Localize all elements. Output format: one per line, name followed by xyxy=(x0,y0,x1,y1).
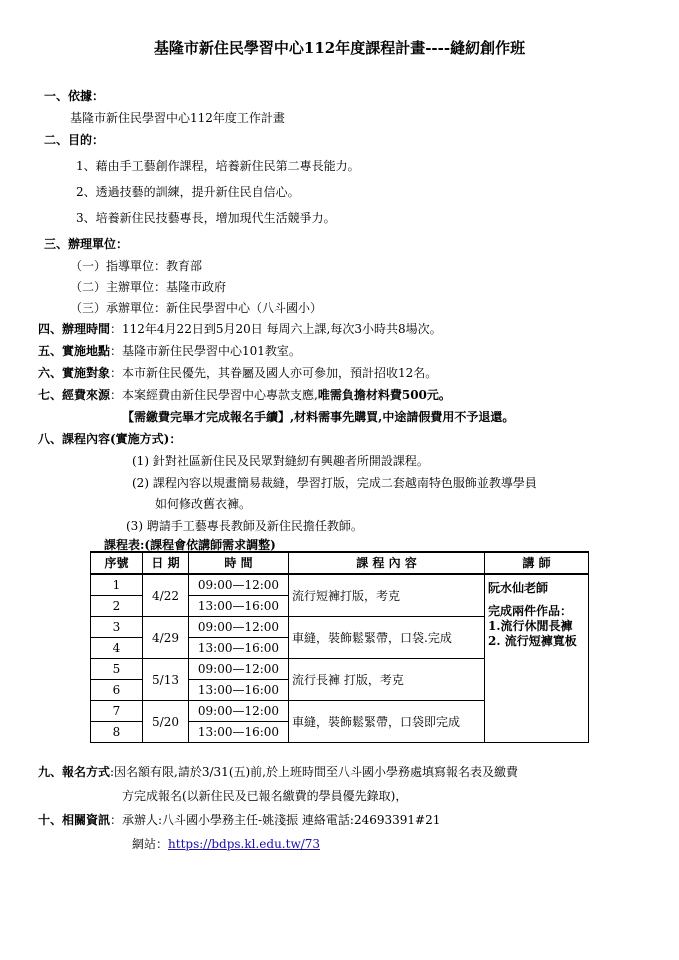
row-content: 流行長褲 打版，考克 xyxy=(289,659,485,701)
teacher-name: 阮水仙老師 xyxy=(488,581,549,595)
section-3-item: （二）主辦單位：基隆市政府 xyxy=(70,280,227,294)
section-4 xyxy=(38,321,442,337)
website-line xyxy=(132,836,320,852)
section-10-label: 十、相關資訊 xyxy=(38,813,111,827)
section-9-text2: 方完成報名(以新住民及已報名繳費的學員優先錄取)， xyxy=(122,789,408,803)
row-no: 8 xyxy=(91,722,143,743)
table-row xyxy=(91,574,589,596)
section-7 xyxy=(38,387,451,403)
section-3-item: （一）指導單位：教育部 xyxy=(70,259,203,273)
row-no: 1 xyxy=(91,574,143,596)
section-4-label: 四、辦理時間 xyxy=(38,322,111,336)
section-10-text: ：承辦人:八斗國小學務主任-姚淺振 連絡電話:24693391#21 xyxy=(110,813,441,827)
row-time: 13:00—16:00 xyxy=(189,596,289,617)
header-date: 日 期 xyxy=(143,552,189,574)
row-time: 13:00—16:00 xyxy=(189,638,289,659)
section-7-bold-text: 唯需負擔材料費500元。 xyxy=(317,388,451,402)
row-time: 09:00—12:00 xyxy=(189,701,289,722)
row-no: 6 xyxy=(91,680,143,701)
section-2-item: 1、藉由手工藝創作課程，培養新住民第二專長能力。 xyxy=(76,159,360,173)
section-7-label: 七、經費來源 xyxy=(38,388,111,402)
section-5-text: ：基隆市新住民學習中心101教室。 xyxy=(110,344,301,358)
website-label: 網站： xyxy=(132,837,169,851)
section-3-item: （三）承辦單位：新住民學習中心（八斗國小） xyxy=(70,301,323,315)
header-content: 課 程 內 容 xyxy=(289,552,485,574)
header-time: 時 間 xyxy=(189,552,289,574)
page-title: 基隆市新住民學習中心112年度課程計畫----縫紉創作班 xyxy=(153,39,526,57)
row-date: 5/13 xyxy=(143,659,189,701)
teacher-work-item: 1.流行休閒長褲 xyxy=(488,619,573,633)
row-time: 09:00—12:00 xyxy=(189,659,289,680)
section-10 xyxy=(38,812,440,828)
schedule-table xyxy=(90,551,589,743)
section-8-item: (1) 針對社區新住民及民眾對縫紉有興趣者所開設課程。 xyxy=(132,454,429,468)
section-7-note: 【需繳費完畢才完成報名手續】,材料需事先購買,中途請假費用不予退還。 xyxy=(122,410,515,424)
section-2-label: 二、目的： xyxy=(44,133,105,147)
header-teacher: 講 師 xyxy=(485,552,589,574)
schedule-caption: 課程表:(課程會依講師需求調整) xyxy=(104,538,276,552)
row-time: 09:00—12:00 xyxy=(189,574,289,596)
section-6 xyxy=(38,365,437,381)
section-2-item: 2、透過技藝的訓練，提升新住民自信心。 xyxy=(76,185,300,199)
teacher-work-item: 2. 流行短褲寬板 xyxy=(488,634,577,648)
row-content: 車縫，裝飾鬆緊帶，口袋.完成 xyxy=(289,617,485,659)
teacher-works-label: 完成兩件作品： xyxy=(488,604,573,618)
row-no: 5 xyxy=(91,659,143,680)
row-time: 09:00—12:00 xyxy=(189,617,289,638)
table-header-row xyxy=(91,552,589,574)
teacher-cell xyxy=(485,574,589,743)
section-8-item: (2) 課程內容以規畫簡易裁縫，學習打版，完成二套越南特色服飾並教導學員 xyxy=(132,476,537,490)
row-no: 2 xyxy=(91,596,143,617)
row-content: 流行短褲打版，考克 xyxy=(289,574,485,617)
row-no: 3 xyxy=(91,617,143,638)
row-no: 4 xyxy=(91,638,143,659)
website-link[interactable]: https://bdps.kl.edu.tw/73 xyxy=(168,837,321,851)
section-3-label: 三、辦理單位： xyxy=(44,237,129,251)
row-date: 4/29 xyxy=(143,617,189,659)
row-date: 5/20 xyxy=(143,701,189,743)
section-6-text: ：本市新住民優先，其眷屬及國人亦可參加，預計招收12名。 xyxy=(110,366,438,380)
section-8-item: 如何修改舊衣褲。 xyxy=(155,497,252,511)
section-5-label: 五、實施地點 xyxy=(38,344,111,358)
row-content: 車縫，裝飾鬆緊帶，口袋即完成 xyxy=(289,701,485,743)
section-6-label: 六、實施對象 xyxy=(38,366,111,380)
section-7-text: ：本案經費由新住民學習中心專款支應, xyxy=(110,388,318,402)
section-9-label: 九、報名方式 xyxy=(38,765,111,779)
header-no: 序號 xyxy=(91,552,143,574)
section-9 xyxy=(38,764,518,780)
section-8-item: (3) 聘請手工藝專長教師及新住民擔任教師。 xyxy=(126,519,363,533)
row-date: 4/22 xyxy=(143,574,189,617)
section-5 xyxy=(38,343,301,359)
row-time: 13:00—16:00 xyxy=(189,722,289,743)
section-2-item: 3、培養新住民技藝專長，增加現代生活競爭力。 xyxy=(76,211,336,225)
section-8-label: 八、課程內容(實施方式)： xyxy=(38,432,182,446)
section-4-text: ：112年4月22日到5月20日 每周六上課,每次3小時共8場次。 xyxy=(110,322,442,336)
section-9-text: :因名額有限,請於3/31(五)前,於上班時間至八斗國小學務處填寫報名表及繳費 xyxy=(110,765,519,779)
row-time: 13:00—16:00 xyxy=(189,680,289,701)
row-no: 7 xyxy=(91,701,143,722)
section-1-text: 基隆市新住民學習中心112年度工作計畫 xyxy=(70,111,285,125)
section-1-label: 一、依據： xyxy=(44,89,105,103)
